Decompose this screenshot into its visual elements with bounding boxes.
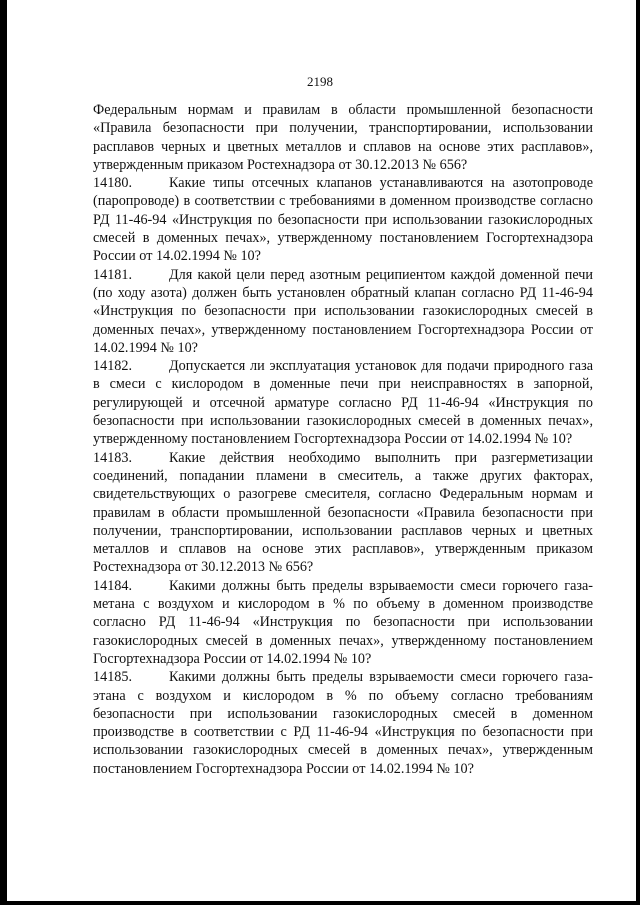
question-text: Какие типы отсечных клапанов устанавливаются на азотопроводе (паропроводе) в соответствии с требованиями в доменном производстве согласно РД 11-46-94 «Инструкция по безопасности при использовании газокислородных смесей в доменных печах», утвержденному постановлением Госгортехнадзора России от 14.02.1994 № 10? xyxy=(93,175,593,265)
question-item xyxy=(93,449,593,577)
question-number: 14182. xyxy=(93,358,133,375)
question-item xyxy=(93,266,593,357)
scan-edge-left xyxy=(0,0,7,905)
question-text: Какие действия необходимо выполнить при разгерметизации соединений, попадании пламени в смеситель, а также других факторах, свидетельствующих о разогреве смесителя, согласно Федеральным нормам и правилам в области промышленной безопасности «Правила безопасности при получении, транспортировании, использовании расплавов черных и цветных металлов и сплавов на основе этих расплавов», утвержденным приказом Ростехнадзора от 30.12.2013 № 656? xyxy=(93,449,593,576)
intro-paragraph: Федеральным нормам и правилам в области промышленной безопасности «Правила безопасности при получении, транспортировании, использовании расплавов черных и цветных металлов и сплавов на основе этих расплавов», утвержденным приказом Ростехнадзора от 30.12.2013 № 656? xyxy=(93,102,593,173)
question-item xyxy=(93,668,593,778)
question-text: Допускается ли эксплуатация установок для подачи природного газа в смеси с кислородом в доменные печи при неисправностях в запорной, регулирующей и отсечной арматуре согласно РД 11-46-94 «Инструкция по безопасности при использовании газокислородных смесей в доменных печах», утвержденному постановлением Госгортехнадзора России от 14.02.1994 № 10? xyxy=(93,358,593,448)
page-number: 2198 xyxy=(307,74,333,89)
question-text: Какими должны быть пределы взрываемости смеси горючего газа-метана с воздухом и кислородом в % по объему в доменном производстве согласно РД 11-46-94 «Инструкция по безопасности при использовании газокислородных смесей в доменных печах», утвержденному постановлением Госгортехнадзора России от 14.02.1994 № 10? xyxy=(93,577,593,667)
document-body xyxy=(93,101,593,778)
scan-edge-bottom xyxy=(0,901,640,905)
question-item xyxy=(93,577,593,668)
question-number: 14185. xyxy=(93,669,133,686)
question-item xyxy=(93,174,593,265)
question-number: 14184. xyxy=(93,577,133,594)
question-item xyxy=(93,357,593,448)
scan-edge-right xyxy=(636,0,640,905)
question-text: Для какой цели перед азотным реципиентом каждой доменной печи (по ходу азота) должен быть установлен обратный клапан согласно РД 11-46-94 «Инструкция по безопасности при использовании газокислородных смесей в доменных печах», утвержденному постановлением Госгортехнадзора России от 14.02.1994 № 10? xyxy=(93,266,593,356)
question-text: Какими должны быть пределы взрываемости смеси горючего газа-этана с воздухом и кислородом в % по объему согласно требованиям безопасности при использовании газокислородных смесей в доменном производстве в соответствии с РД 11-46-94 «Инструкция по безопасности при использовании газокислородных смесей в доменных печах», утвержденным постановлением Госгортехнадзора России от 14.02.1994 № 10? xyxy=(93,669,593,777)
question-number: 14183. xyxy=(93,449,133,466)
question-number: 14181. xyxy=(93,266,133,283)
question-number: 14180. xyxy=(93,175,133,192)
